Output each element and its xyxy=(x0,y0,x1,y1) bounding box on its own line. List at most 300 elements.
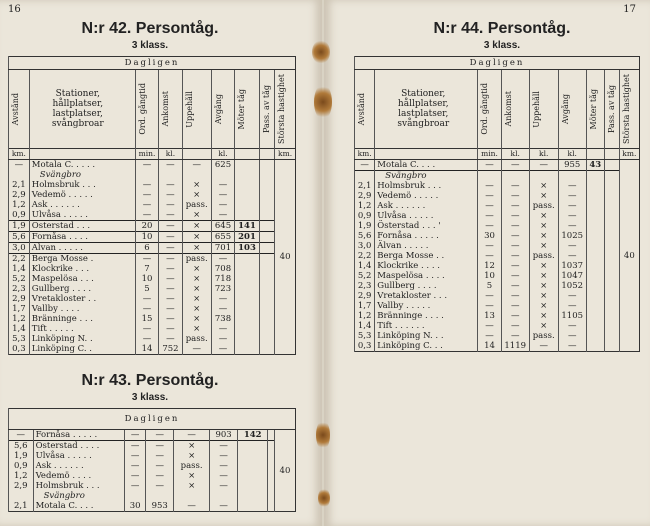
arrival-cell: — xyxy=(146,471,174,481)
meets-train-cell xyxy=(235,200,260,210)
timetable-row xyxy=(355,231,640,241)
departure-cell: — xyxy=(211,294,234,304)
distance-cell: 0,3 xyxy=(9,344,30,355)
column-header xyxy=(235,70,260,149)
distance-cell: 1,9 xyxy=(9,221,30,232)
run-time-cell: — xyxy=(125,471,146,481)
passed-by-cell xyxy=(268,501,275,512)
run-time-cell: 14 xyxy=(135,344,159,355)
stop-cell: × xyxy=(529,191,558,201)
column-header-text: Pass. av tåg xyxy=(261,84,271,134)
train-44-band: Dagligen xyxy=(355,57,640,70)
station-cell: Fornåsa . . . . xyxy=(29,232,135,243)
passed-by-cell xyxy=(259,243,274,254)
station-cell: Motala C. . . . . xyxy=(29,160,135,171)
column-header-text: Stationer, hållplatser, lastplatser, svångbroar xyxy=(51,89,104,129)
column-header xyxy=(501,70,529,149)
meets-train-cell xyxy=(586,251,604,261)
passed-by-cell xyxy=(604,261,619,271)
column-header-text: Pass. av tåg xyxy=(606,84,616,134)
passed-by-cell xyxy=(604,211,619,221)
unit-cell: min. xyxy=(478,149,501,160)
departure-cell: 738 xyxy=(211,314,234,324)
meets-train-cell xyxy=(238,441,268,452)
departure-cell: — xyxy=(209,441,237,452)
stop-cell: × xyxy=(529,301,558,311)
station-cell: Tift . . . . . xyxy=(29,324,135,334)
timetable-row xyxy=(355,281,640,291)
distance-cell: 2,9 xyxy=(9,294,30,304)
station-cell: Ulvåsa . . . . . xyxy=(29,210,135,221)
arrival-cell: — xyxy=(159,334,182,344)
run-time-cell: 7 xyxy=(135,264,159,274)
column-header-text: Största hastighet xyxy=(621,74,631,144)
arrival-cell: — xyxy=(159,232,182,243)
stop-cell: × xyxy=(182,324,211,334)
meets-train-cell xyxy=(235,254,260,265)
arrival-cell: — xyxy=(146,481,174,491)
train-43-class: 3 klass. xyxy=(131,392,169,403)
stop-cell: × xyxy=(529,291,558,301)
unit-cell: kl. xyxy=(558,149,586,160)
timetable-row xyxy=(9,461,296,471)
stop-cell: — xyxy=(174,501,210,512)
max-speed-cell: 40 xyxy=(619,160,639,352)
arrival-cell: 752 xyxy=(159,344,182,355)
run-time-cell: 14 xyxy=(478,341,501,352)
timetable-row xyxy=(355,331,640,341)
stop-cell: × xyxy=(529,211,558,221)
passed-by-cell xyxy=(259,200,274,210)
arrival-cell: — xyxy=(501,211,529,221)
arrival-cell: — xyxy=(159,200,182,210)
run-time-cell: — xyxy=(135,334,159,344)
station-cell: Svängbro xyxy=(375,171,478,182)
run-time-cell: — xyxy=(135,200,159,210)
departure-cell: 903 xyxy=(209,430,237,441)
station-cell: Ask . . . . . . xyxy=(33,461,125,471)
passed-by-cell xyxy=(259,324,274,334)
meets-train-cell xyxy=(235,334,260,344)
distance-cell: 1,2 xyxy=(355,311,375,321)
stop-cell: × xyxy=(529,221,558,231)
departure-cell: — xyxy=(558,341,586,352)
stop-cell: × xyxy=(182,314,211,324)
unit-cell xyxy=(604,149,619,160)
stop-cell: × xyxy=(182,232,211,243)
passed-by-cell xyxy=(268,461,275,471)
station-cell: Motala C. . . . xyxy=(375,160,478,171)
run-time-cell: — xyxy=(135,294,159,304)
column-header-text: Avgång xyxy=(213,93,223,125)
passed-by-cell xyxy=(604,191,619,201)
meets-train-cell xyxy=(586,301,604,311)
distance-cell: 1,4 xyxy=(355,321,375,331)
train-44-timetable xyxy=(354,56,640,352)
timetable-row xyxy=(355,311,640,321)
stop-cell: × xyxy=(182,284,211,294)
distance-cell: 2,1 xyxy=(9,501,34,512)
meets-train-cell xyxy=(586,331,604,341)
stop-cell: pass. xyxy=(182,334,211,344)
column-header-text: Stationer, hållplatser, lastplatser, svångbroar xyxy=(397,89,450,129)
station-cell: Vretakloster . . xyxy=(29,294,135,304)
stop-cell: × xyxy=(182,294,211,304)
timetable-row xyxy=(9,254,296,265)
column-header xyxy=(355,70,375,149)
departure-cell: — xyxy=(558,181,586,191)
column-header xyxy=(135,70,159,149)
timetable-row xyxy=(355,271,640,281)
arrival-cell xyxy=(501,171,529,182)
run-time-cell: 15 xyxy=(135,314,159,324)
station-cell: Ask . . . . . . xyxy=(29,200,135,210)
stop-cell: × xyxy=(529,241,558,251)
passed-by-cell xyxy=(604,321,619,331)
station-cell: Motala C. . . . xyxy=(33,501,125,512)
stop-cell: × xyxy=(529,311,558,321)
column-header xyxy=(182,70,211,149)
arrival-cell: — xyxy=(159,210,182,221)
timetable-row xyxy=(355,241,640,251)
run-time-cell: — xyxy=(135,304,159,314)
timetable-row xyxy=(9,334,296,344)
stop-cell: — xyxy=(529,341,558,352)
station-cell: Bränninge . . . . xyxy=(375,311,478,321)
column-header-text: Avstånd xyxy=(357,92,366,126)
arrival-cell: — xyxy=(501,311,529,321)
arrival-cell: — xyxy=(159,274,182,284)
arrival-cell: — xyxy=(501,160,529,171)
run-time-cell: — xyxy=(478,181,501,191)
distance-cell: 2,9 xyxy=(355,291,375,301)
run-time-cell: — xyxy=(478,321,501,331)
timetable-row xyxy=(355,291,640,301)
arrival-cell: — xyxy=(159,284,182,294)
binding-stain xyxy=(316,420,330,450)
arrival-cell: — xyxy=(146,441,174,452)
arrival-cell: — xyxy=(501,181,529,191)
timetable-row xyxy=(355,201,640,211)
departure-cell: 625 xyxy=(211,160,234,171)
station-cell: Vedemö . . . . xyxy=(33,471,125,481)
stop-cell: × xyxy=(529,281,558,291)
distance-cell: — xyxy=(9,430,34,441)
passed-by-cell xyxy=(604,231,619,241)
unit-cell xyxy=(182,149,211,160)
distance-cell: 1,4 xyxy=(9,324,30,334)
train-44-unit-row xyxy=(355,149,640,160)
station-cell: Linköping C. . xyxy=(29,344,135,355)
passed-by-cell xyxy=(259,274,274,284)
column-header xyxy=(478,70,501,149)
binding-stain xyxy=(318,488,330,508)
distance-cell: 3,0 xyxy=(355,241,375,251)
departure-cell: — xyxy=(558,321,586,331)
stop-cell: pass. xyxy=(182,254,211,265)
passed-by-cell xyxy=(604,171,619,182)
run-time-cell: — xyxy=(478,241,501,251)
run-time-cell: — xyxy=(478,251,501,261)
station-cell: Gullberg . . . . xyxy=(375,281,478,291)
distance-cell: 2,2 xyxy=(9,254,30,265)
train-42-unit-row xyxy=(9,149,296,160)
meets-train-cell xyxy=(235,324,260,334)
stop-cell: — xyxy=(182,344,211,355)
run-time-cell: — xyxy=(135,180,159,190)
station-cell: Klockrike . . . xyxy=(29,264,135,274)
departure-cell: 1037 xyxy=(558,261,586,271)
run-time-cell: — xyxy=(478,191,501,201)
departure-cell xyxy=(209,491,237,501)
train-44-class: 3 klass. xyxy=(483,40,521,51)
passed-by-cell xyxy=(604,271,619,281)
distance-cell: 1,4 xyxy=(355,261,375,271)
timetable-row xyxy=(9,232,296,243)
distance-cell: 2,1 xyxy=(355,181,375,191)
departure-cell: 1047 xyxy=(558,271,586,281)
run-time-cell: 13 xyxy=(478,311,501,321)
arrival-cell: — xyxy=(146,461,174,471)
run-time-cell: 10 xyxy=(478,271,501,281)
timetable-row xyxy=(9,491,296,501)
distance-cell: 5,2 xyxy=(355,271,375,281)
column-header-text: Möter tåg xyxy=(588,88,598,130)
timetable-row xyxy=(355,321,640,331)
arrival-cell: — xyxy=(501,201,529,211)
run-time-cell: — xyxy=(478,211,501,221)
distance-cell: 2,9 xyxy=(9,190,30,200)
passed-by-cell xyxy=(604,331,619,341)
run-time-cell: 10 xyxy=(135,274,159,284)
station-cell: Österstad . . . . xyxy=(33,441,125,452)
train-42-class: 3 klass. xyxy=(131,40,169,51)
stop-cell: — xyxy=(182,160,211,171)
train-42-title: N:r 42. Persontåg. xyxy=(81,20,219,37)
passed-by-cell xyxy=(259,344,274,355)
station-cell: Vedemö . . . . . xyxy=(375,191,478,201)
run-time-cell: 5 xyxy=(135,284,159,294)
stop-cell xyxy=(182,170,211,180)
station-cell: Linköping N. . . xyxy=(375,331,478,341)
stop-cell: pass. xyxy=(174,461,210,471)
run-time-cell: — xyxy=(478,331,501,341)
train-44-title: N:r 44. Persontåg. xyxy=(433,20,571,37)
binding-stain xyxy=(312,40,330,64)
passed-by-cell xyxy=(268,481,275,491)
meets-train-cell xyxy=(586,311,604,321)
departure-cell: — xyxy=(558,251,586,261)
arrival-cell: — xyxy=(501,281,529,291)
station-cell: Ask . . . . . . xyxy=(375,201,478,211)
timetable-row xyxy=(355,261,640,271)
meets-train-cell: 43 xyxy=(586,160,604,171)
station-cell: Holmsbruk . . . xyxy=(33,481,125,491)
station-cell: Linköping N. . xyxy=(29,334,135,344)
departure-cell: 708 xyxy=(211,264,234,274)
meets-train-cell xyxy=(235,304,260,314)
meets-train-cell xyxy=(238,501,268,512)
run-time-cell xyxy=(478,171,501,182)
column-header-text: Ankomst xyxy=(503,91,513,127)
arrival-cell: — xyxy=(501,301,529,311)
max-speed-cell: 40 xyxy=(275,160,296,355)
column-header-text: Uppehåll xyxy=(184,90,194,128)
meets-train-cell xyxy=(586,281,604,291)
timetable-row xyxy=(9,221,296,232)
departure-cell: 655 xyxy=(211,232,234,243)
passed-by-cell xyxy=(604,251,619,261)
meets-train-cell: 201 xyxy=(235,232,260,243)
meets-train-cell xyxy=(586,211,604,221)
passed-by-cell xyxy=(259,334,274,344)
passed-by-cell xyxy=(604,160,619,171)
departure-cell: — xyxy=(209,461,237,471)
arrival-cell: — xyxy=(159,180,182,190)
passed-by-cell xyxy=(259,190,274,200)
timetable-row xyxy=(9,190,296,200)
binding-stain xyxy=(314,84,332,120)
stop-cell xyxy=(529,171,558,182)
timetable-row xyxy=(9,210,296,221)
stop-cell: × xyxy=(182,304,211,314)
arrival-cell xyxy=(159,170,182,180)
column-header-text: Största hastighet xyxy=(277,74,287,144)
station-cell: Svängbro xyxy=(33,491,125,501)
passed-by-cell xyxy=(259,160,274,171)
run-time-cell xyxy=(135,170,159,180)
timetable-row xyxy=(9,264,296,274)
meets-train-cell xyxy=(235,190,260,200)
run-time-cell: — xyxy=(135,324,159,334)
meets-train-cell xyxy=(235,210,260,221)
unit-cell xyxy=(259,149,274,160)
unit-cell: min. xyxy=(135,149,159,160)
departure-cell: — xyxy=(209,481,237,491)
unit-cell xyxy=(29,149,135,160)
meets-train-cell xyxy=(586,291,604,301)
arrival-cell: 1119 xyxy=(501,341,529,352)
departure-cell: — xyxy=(211,334,234,344)
distance-cell xyxy=(9,170,30,180)
timetable-row xyxy=(9,501,296,512)
passed-by-cell xyxy=(259,180,274,190)
stop-cell: — xyxy=(174,430,210,441)
run-time-cell xyxy=(125,491,146,501)
departure-cell: — xyxy=(211,200,234,210)
arrival-cell: — xyxy=(501,251,529,261)
passed-by-cell xyxy=(259,232,274,243)
stop-cell: × xyxy=(529,231,558,241)
meets-train-cell: 141 xyxy=(235,221,260,232)
passed-by-cell xyxy=(259,264,274,274)
run-time-cell: — xyxy=(135,160,159,171)
passed-by-cell xyxy=(259,210,274,221)
arrival-cell: — xyxy=(159,304,182,314)
timetable-row xyxy=(355,160,640,171)
distance-cell: 1,4 xyxy=(9,264,30,274)
stop-cell: × xyxy=(182,221,211,232)
run-time-cell: — xyxy=(125,461,146,471)
stop-cell: × xyxy=(174,441,210,452)
stop-cell: × xyxy=(182,180,211,190)
distance-cell: 0,9 xyxy=(355,211,375,221)
departure-cell: — xyxy=(558,241,586,251)
departure-cell: 723 xyxy=(211,284,234,294)
stop-cell: × xyxy=(182,243,211,254)
arrival-cell: — xyxy=(159,264,182,274)
stop-cell: — xyxy=(529,160,558,171)
timetable-row xyxy=(9,481,296,491)
column-header-text: Ankomst xyxy=(161,91,171,127)
column-header xyxy=(29,70,135,149)
distance-cell: 5,6 xyxy=(9,232,30,243)
passed-by-cell xyxy=(259,294,274,304)
distance-cell: 1,2 xyxy=(9,471,34,481)
run-time-cell: — xyxy=(478,221,501,231)
column-header xyxy=(529,70,558,149)
distance-cell: 2,3 xyxy=(9,284,30,294)
right-page xyxy=(324,0,650,526)
passed-by-cell xyxy=(268,491,275,501)
timetable-row xyxy=(9,170,296,180)
arrival-cell: — xyxy=(501,291,529,301)
arrival-cell: — xyxy=(501,221,529,231)
column-header xyxy=(211,70,234,149)
meets-train-cell xyxy=(235,274,260,284)
departure-cell: — xyxy=(211,304,234,314)
arrival-cell: — xyxy=(159,314,182,324)
arrival-cell: — xyxy=(501,191,529,201)
station-cell: Ulvåsa . . . . . xyxy=(33,451,125,461)
meets-train-cell xyxy=(235,160,260,171)
distance-cell: 2,1 xyxy=(9,180,30,190)
unit-cell: km. xyxy=(275,149,296,160)
departure-cell: — xyxy=(211,324,234,334)
stop-cell: × xyxy=(174,471,210,481)
unit-cell xyxy=(586,149,604,160)
passed-by-cell xyxy=(268,430,275,441)
timetable-row xyxy=(9,284,296,294)
departure-cell xyxy=(558,171,586,182)
departure-cell: — xyxy=(209,451,237,461)
arrival-cell: — xyxy=(159,221,182,232)
arrival-cell: — xyxy=(146,430,174,441)
departure-cell: — xyxy=(558,211,586,221)
meets-train-cell xyxy=(586,341,604,352)
timetable-row xyxy=(9,160,296,171)
stop-cell: × xyxy=(529,271,558,281)
departure-cell: — xyxy=(211,254,234,265)
distance-cell: 0,9 xyxy=(9,461,34,471)
column-header xyxy=(159,70,182,149)
column-header xyxy=(259,70,274,149)
distance-cell: — xyxy=(9,160,30,171)
arrival-cell: — xyxy=(501,321,529,331)
timetable-row xyxy=(9,304,296,314)
arrival-cell: — xyxy=(159,324,182,334)
meets-train-cell xyxy=(586,191,604,201)
train-42-header-row xyxy=(9,70,296,149)
meets-train-cell xyxy=(586,231,604,241)
stop-cell: × xyxy=(529,321,558,331)
station-cell: Älvan . . . . . xyxy=(375,241,478,251)
passed-by-cell xyxy=(604,291,619,301)
run-time-cell: — xyxy=(478,291,501,301)
distance-cell: 5,6 xyxy=(355,231,375,241)
departure-cell: — xyxy=(209,471,237,481)
meets-train-cell xyxy=(235,344,260,355)
